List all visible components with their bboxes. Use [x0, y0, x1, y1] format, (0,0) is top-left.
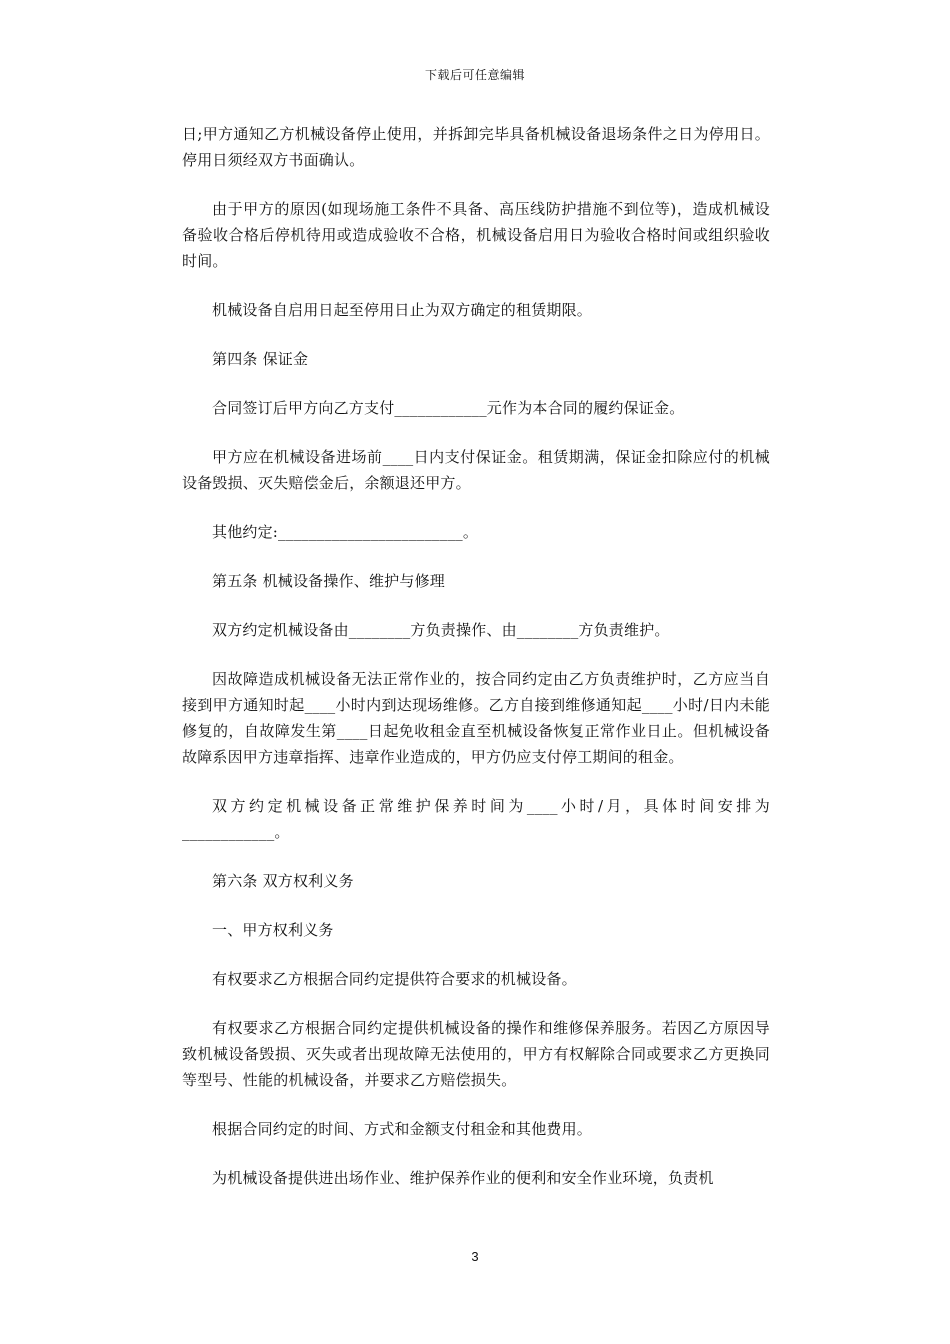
section-heading: 第四条 保证金: [212, 350, 309, 368]
paragraph: 由于甲方的原因(如现场施工条件不具备、高压线防护措施不到位等)，造成机械设备验收合格后停机待用或造成验收不合格，机械设备启用日为验收合格时间或组织验收时间。: [182, 200, 770, 270]
section-heading: 第六条 双方权利义务: [212, 872, 354, 890]
paragraph: 因故障造成机械设备无法正常作业的，按合同约定由乙方负责维护时，乙方应当自接到甲方通知时起____小时内到达现场维修。乙方自接到维修通知起____小时/日内未能修复的，自故障发生第____日起免收租金直至机械设备恢复正常作业日止。但机械设备故障系因甲方违章指挥、违章作业造成的，甲方仍应支付停工期间的租金。: [182, 670, 770, 766]
page-header: 下载后可任意编辑: [424, 68, 525, 82]
paragraph: 机械设备自启用日起至停用日止为双方确定的租赁期限。: [212, 301, 593, 319]
paragraph: 有权要求乙方根据合同约定提供机械设备的操作和维修保养服务。若因乙方原因导致机械设备毁损、灭失或者出现故障无法使用的，甲方有权解除合同或要求乙方更换同等型号、性能的机械设备，并要求乙方赔偿损失。: [182, 1019, 770, 1089]
subsection-heading: 一、甲方权利义务: [212, 921, 334, 939]
paragraph: 双方约定机械设备由________方负责操作、由________方负责维护。: [212, 621, 670, 639]
document-body: [182, 121, 770, 1214]
page-number: 3: [471, 1249, 479, 1264]
section-heading: 第五条 机械设备操作、维护与修理: [212, 572, 445, 590]
paragraph: 其他约定:________________________。: [212, 523, 479, 541]
paragraph: 根据合同约定的时间、方式和金额支付租金和其他费用。: [212, 1120, 593, 1138]
paragraph: 合同签订后甲方向乙方支付____________元作为本合同的履约保证金。: [212, 399, 685, 417]
paragraph: 日;甲方通知乙方机械设备停止使用，并拆卸完毕具备机械设备退场条件之日为停用日。停用日须经双方书面确认。: [182, 125, 770, 169]
paragraph: 为机械设备提供进出场作业、维护保养作业的便利和安全作业环境，负责机: [212, 1169, 714, 1187]
paragraph: 双方约定机械设备正常维护保养时间为____小时/月，具体时间安排为____________。: [182, 797, 770, 841]
paragraph: 甲方应在机械设备进场前____日内支付保证金。租赁期满，保证金扣除应付的机械设备毁损、灭失赔偿金后，余额退还甲方。: [182, 448, 770, 492]
paragraph: 有权要求乙方根据合同约定提供符合要求的机械设备。: [212, 970, 577, 988]
